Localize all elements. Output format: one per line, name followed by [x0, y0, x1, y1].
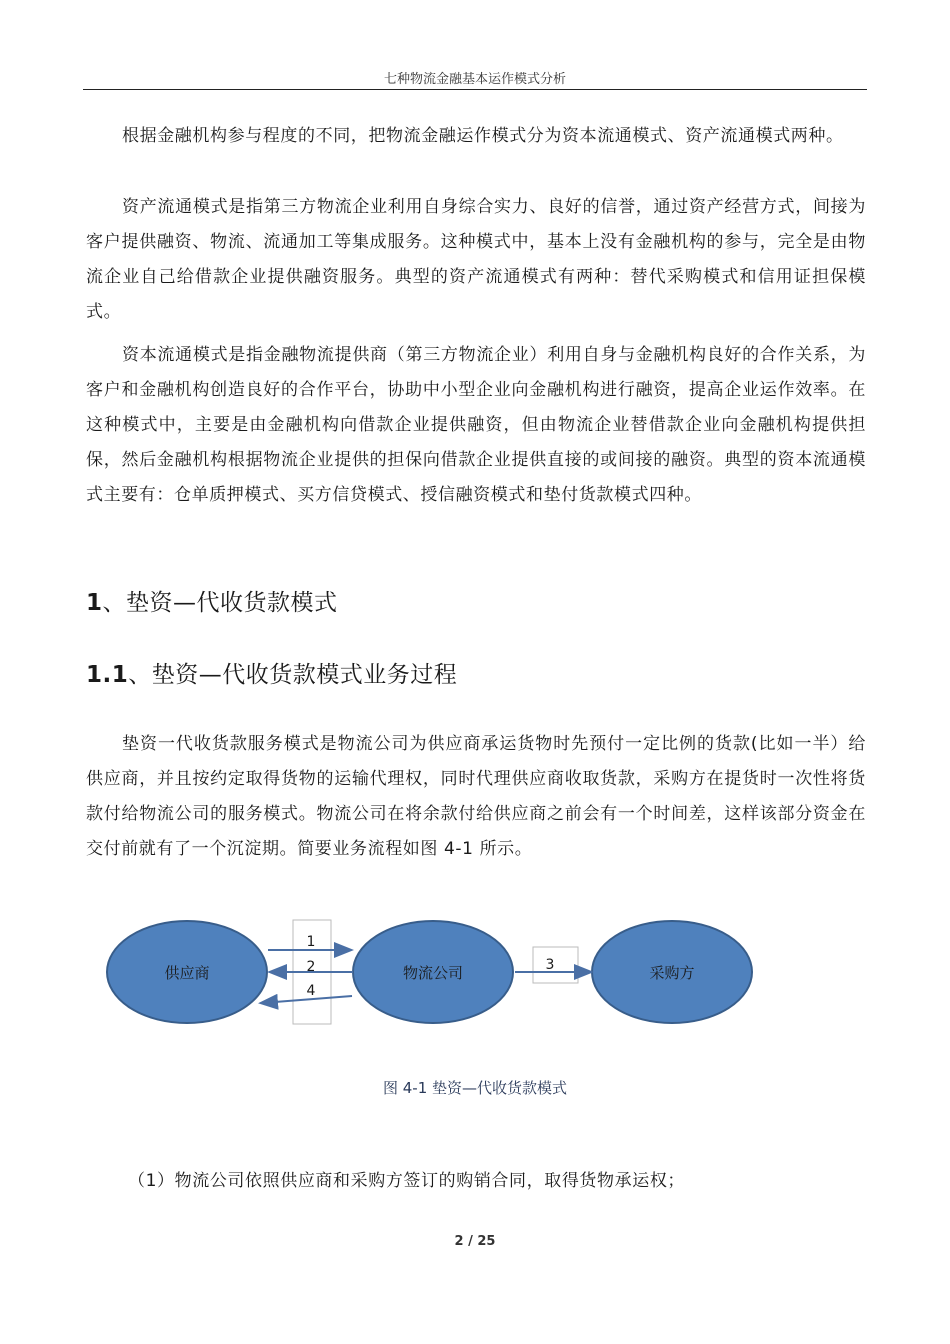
subsection-title: 、垫资—代收货款模式业务过程: [128, 662, 458, 688]
arrow-2-label: 2: [306, 959, 316, 975]
node-buyer-label: 采购方: [649, 964, 695, 982]
paragraph-advance-payment: 垫资一代收货款服务模式是物流公司为供应商承运货物时先预付一定比例的货款(比如一半）给供应商，并且按约定取得货物的运输代理权，同时代理供应商收取货款，采购方在提货时一次性将货款付给物流公司的服务模式。物流公司在将余款付给供应商之前会有一个时间差，这样该部分资金在交付前就有了一个沉淀期。简要业务流程如图 4-1 所示。: [86, 734, 866, 859]
paragraph-intro: 根据金融机构参与程度的不同，把物流金融运作模式分为资本流通模式、资产流通模式两种。: [122, 126, 844, 146]
step-1-text: （1）物流公司依照供应商和采购方签订的购销合同，取得货物承运权；: [128, 1171, 686, 1191]
page-header-title: 七种物流金融基本运作模式分析: [383, 72, 566, 87]
arrow-3-label: 3: [545, 957, 555, 973]
subsection-number: 1.1: [86, 662, 129, 688]
arrow-4-label: 4: [306, 983, 316, 999]
section-number: 1: [86, 590, 103, 616]
section-heading-1: [86, 584, 338, 617]
flow-diagram: [0, 900, 950, 1040]
section-heading-1-1: [86, 656, 457, 689]
node-supplier-label: 供应商: [164, 964, 210, 982]
header-divider: [83, 89, 867, 90]
paragraph-asset-circulation: 资产流通模式是指第三方物流企业利用自身综合实力、良好的信誉，通过资产经营方式，间接为客户提供融资、物流、流通加工等集成服务。这种模式中，基本上没有金融机构的参与，完全是由物流企业自己给借款企业提供融资服务。典型的资产流通模式有两种：替代采购模式和信用证担保模式。: [86, 197, 866, 322]
arrow-label-box-3: [533, 947, 578, 983]
page-number: 2 / 25: [454, 1234, 496, 1249]
arrow-1-label: 1: [306, 934, 316, 950]
section-title: 、垫资—代收货款模式: [102, 590, 338, 616]
paragraph-capital-circulation: 资本流通模式是指金融物流提供商（第三方物流企业）利用自身与金融机构良好的合作关系，为客户和金融机构创造良好的合作平台，协助中小型企业向金融机构进行融资，提高企业运作效率。在这种模式中，主要是由金融机构向借款企业提供融资，但由物流企业替借款企业向金融机构提供担保，然后金融机构根据物流企业提供的担保向借款企业提供直接的或间接的融资。典型的资本流通模式主要有：仓单质押模式、买方信贷模式、授信融资模式和垫付货款模式四种。: [86, 345, 866, 505]
node-logistics-label: 物流公司: [402, 964, 464, 982]
figure-caption: 图 4-1 垫资—代收货款模式: [382, 1079, 568, 1097]
